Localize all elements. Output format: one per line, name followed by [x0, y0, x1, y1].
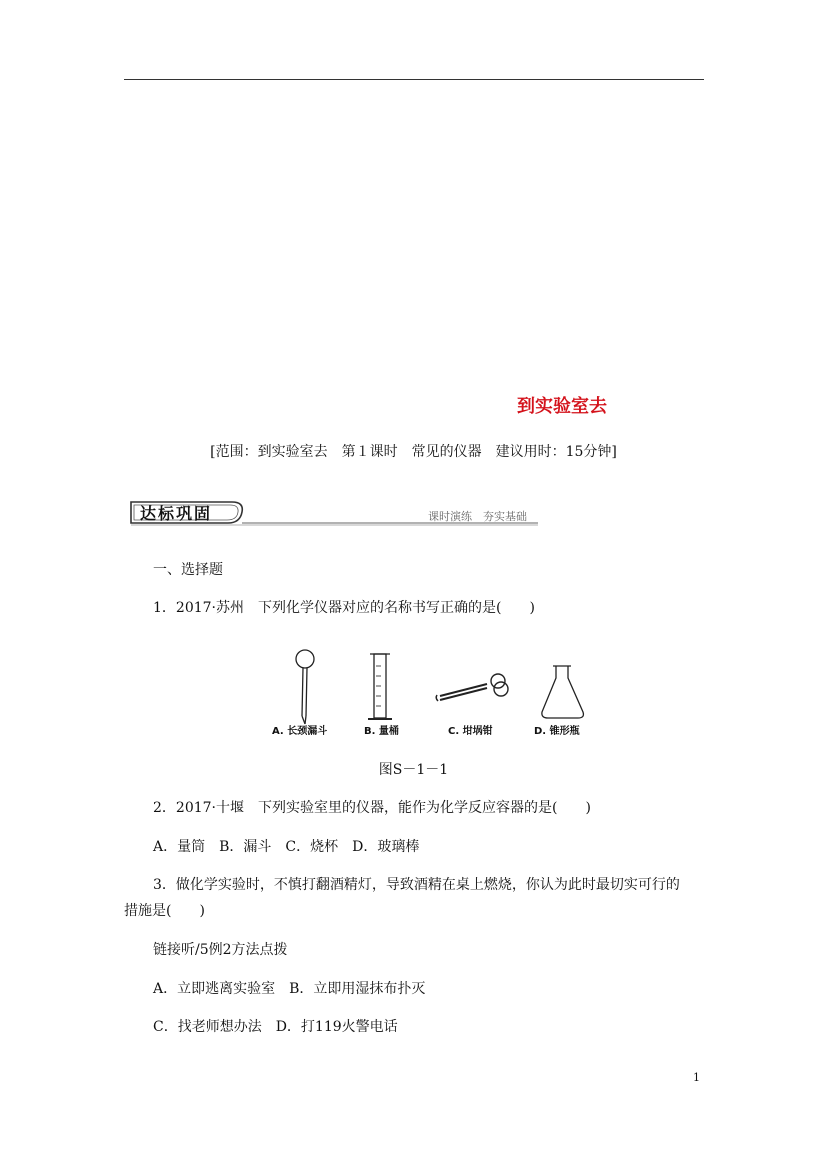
- question-1-stem: 1．2017·苏州 下列化学仪器对应的名称书写正确的是( ): [153, 600, 535, 616]
- banner-right-text: 课时演练 夯实基础: [428, 510, 527, 523]
- scope-line: [范围：到实验室去 第１课时 常见的仪器 建议用时：15分钟]: [210, 444, 617, 460]
- flask-drawing: [542, 666, 584, 718]
- section-banner: [128, 498, 538, 528]
- cylinder-drawing: [368, 654, 392, 719]
- question-3-stem-line1: 3．做化学实验时，不慎打翻酒精灯，导致酒精在桌上燃烧，你认为此时最切实可行的: [153, 877, 680, 893]
- instrument-drawings: [272, 646, 592, 726]
- question-2-stem: 2．2017·十堰 下列实验室里的仪器，能作为化学反应容器的是( ): [153, 800, 591, 816]
- figure-label-c: C. 坩埚钳: [448, 726, 493, 737]
- question-2-options: A．量筒 B．漏斗 C．烧杯 D．玻璃棒: [153, 839, 420, 855]
- figure-label-d: D. 锥形瓶: [534, 726, 580, 737]
- instrument-figure: [272, 646, 592, 741]
- figure-caption: 图S－1－1: [378, 762, 449, 778]
- figure-label-a: A. 长颈漏斗: [272, 726, 328, 737]
- section-heading: 一、选择题: [153, 562, 223, 578]
- banner-label: 达标巩固: [140, 504, 213, 523]
- page-number: 1: [693, 1071, 700, 1084]
- method-link[interactable]: 链接听/5例2方法点拨: [153, 942, 288, 958]
- question-3-options-line2: C．找老师想办法 D．打119火警电话: [153, 1019, 398, 1035]
- tongs-drawing: [436, 674, 508, 701]
- figure-label-b: B. 量桶: [364, 726, 399, 737]
- question-3-stem-line2: 措施是( ): [124, 903, 205, 919]
- question-3-options-line1: A．立即逃离实验室 B．立即用湿抹布扑灭: [153, 981, 426, 997]
- funnel-drawing: [296, 650, 314, 724]
- header-rule: [124, 79, 704, 80]
